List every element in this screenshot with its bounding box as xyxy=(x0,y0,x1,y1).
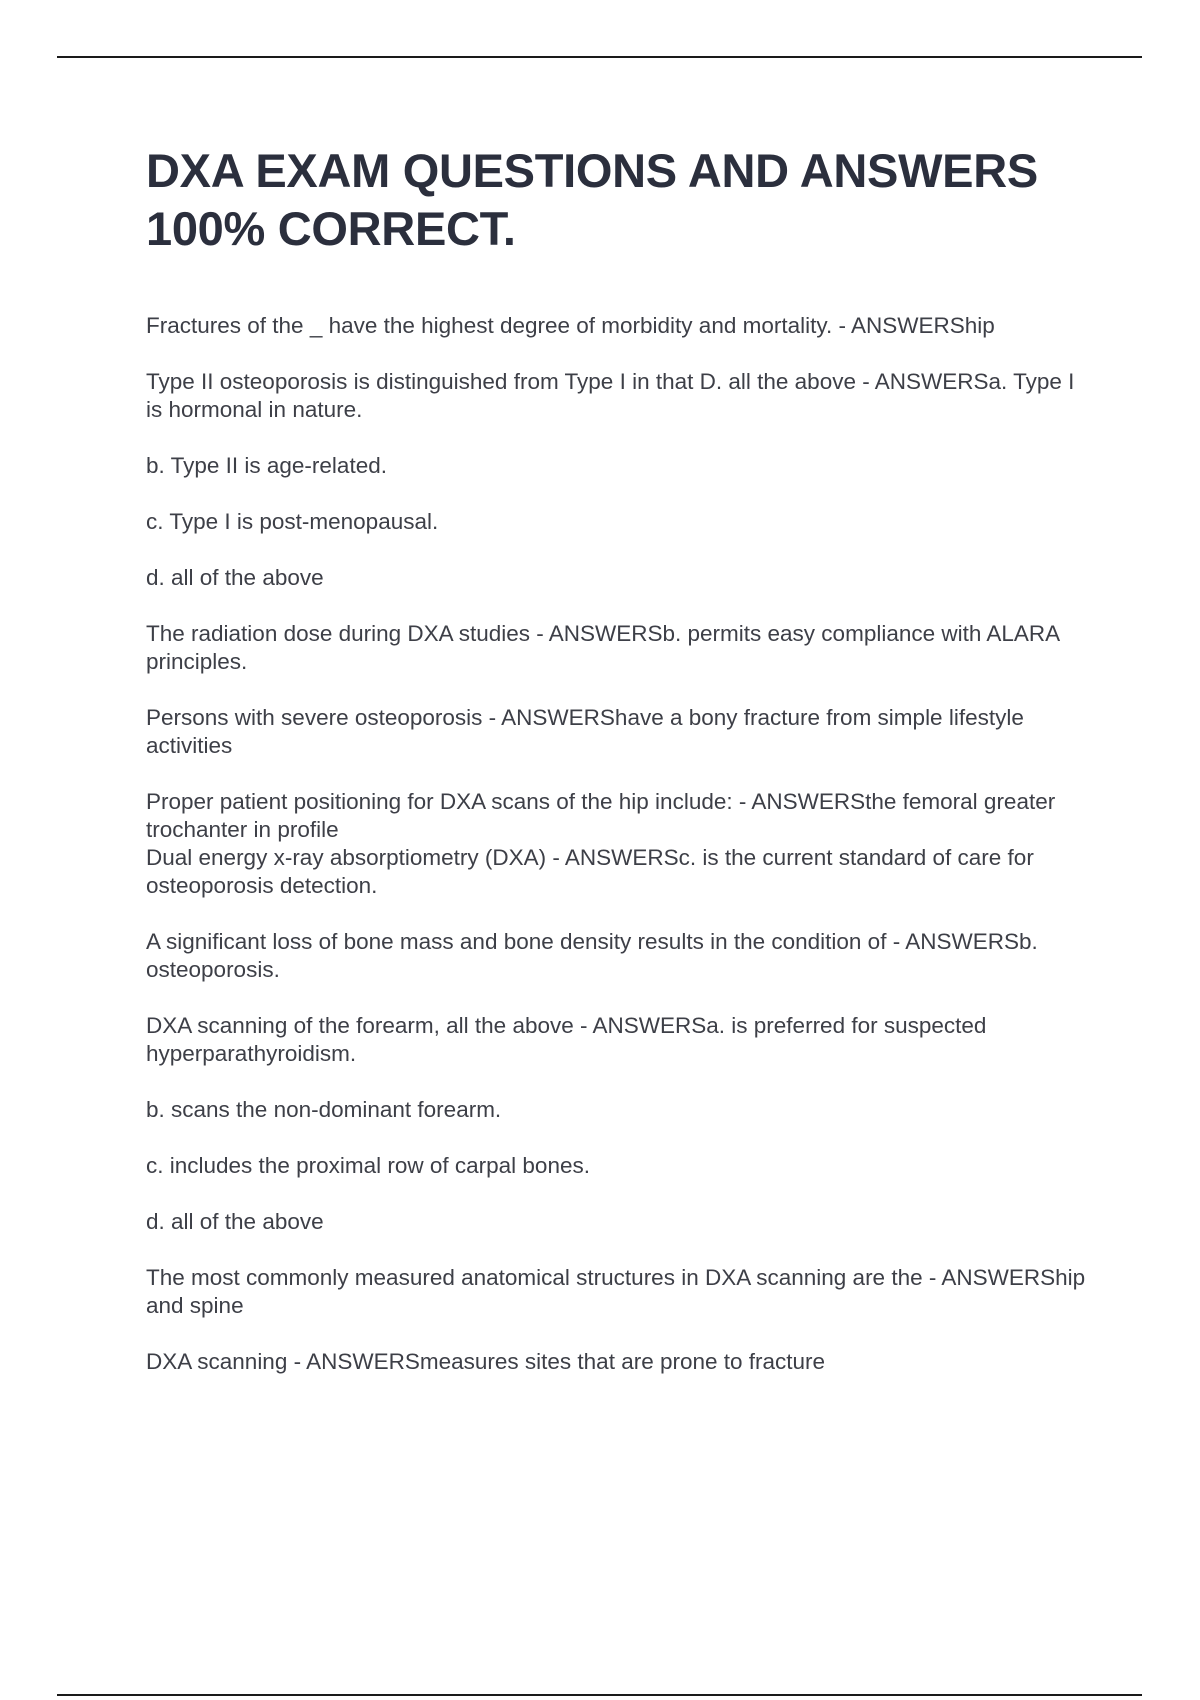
qa-paragraph: DXA scanning - ANSWERSmeasures sites that are prone to fracture xyxy=(146,1349,826,1374)
qa-paragraph: Proper patient positioning for DXA scans of the hip include: - ANSWERSthe femoral greater trochanter in profile xyxy=(146,789,1056,842)
title-line-1: DXA EXAM QUESTIONS AND ANSWERS xyxy=(146,144,1038,197)
qa-paragraph: The most commonly measured anatomical structures in DXA scanning are the - ANSWERShip and spine xyxy=(146,1265,1086,1318)
qa-paragraph: A significant loss of bone mass and bone density results in the condition of - ANSWERSb. osteoporosis. xyxy=(146,929,1038,982)
qa-paragraph: b. scans the non-dominant forearm. xyxy=(146,1097,502,1122)
qa-paragraph: Fractures of the _ have the highest degree of morbidity and mortality. - ANSWERShip xyxy=(146,313,995,338)
qa-paragraph: Dual energy x-ray absorptiometry (DXA) - ANSWERSc. is the current standard of care for osteoporosis detection. xyxy=(146,845,1034,898)
qa-paragraph: c. includes the proximal row of carpal bones. xyxy=(146,1153,590,1178)
qa-paragraph: d. all of the above xyxy=(146,1209,324,1234)
qa-paragraph: c. Type I is post-menopausal. xyxy=(146,509,439,534)
qa-paragraph: d. all of the above xyxy=(146,565,324,590)
qa-paragraph: DXA scanning of the forearm, all the above - ANSWERSa. is preferred for suspected hyperparathyroidism. xyxy=(146,1013,987,1066)
document-title xyxy=(146,142,1106,258)
bottom-divider xyxy=(57,1694,1142,1696)
top-divider xyxy=(57,56,1142,58)
title-line-2: 100% CORRECT. xyxy=(146,202,516,255)
qa-paragraph: The radiation dose during DXA studies - ANSWERSb. permits easy compliance with ALARA principles. xyxy=(146,621,1059,674)
document-body xyxy=(146,312,1086,1404)
qa-paragraph: Type II osteoporosis is distinguished from Type I in that D. all the above - ANSWERSa. Type I is hormonal in nature. xyxy=(146,369,1075,422)
qa-paragraph: b. Type II is age-related. xyxy=(146,453,387,478)
qa-paragraph: Persons with severe osteoporosis - ANSWERShave a bony fracture from simple lifestyle activities xyxy=(146,705,1024,758)
